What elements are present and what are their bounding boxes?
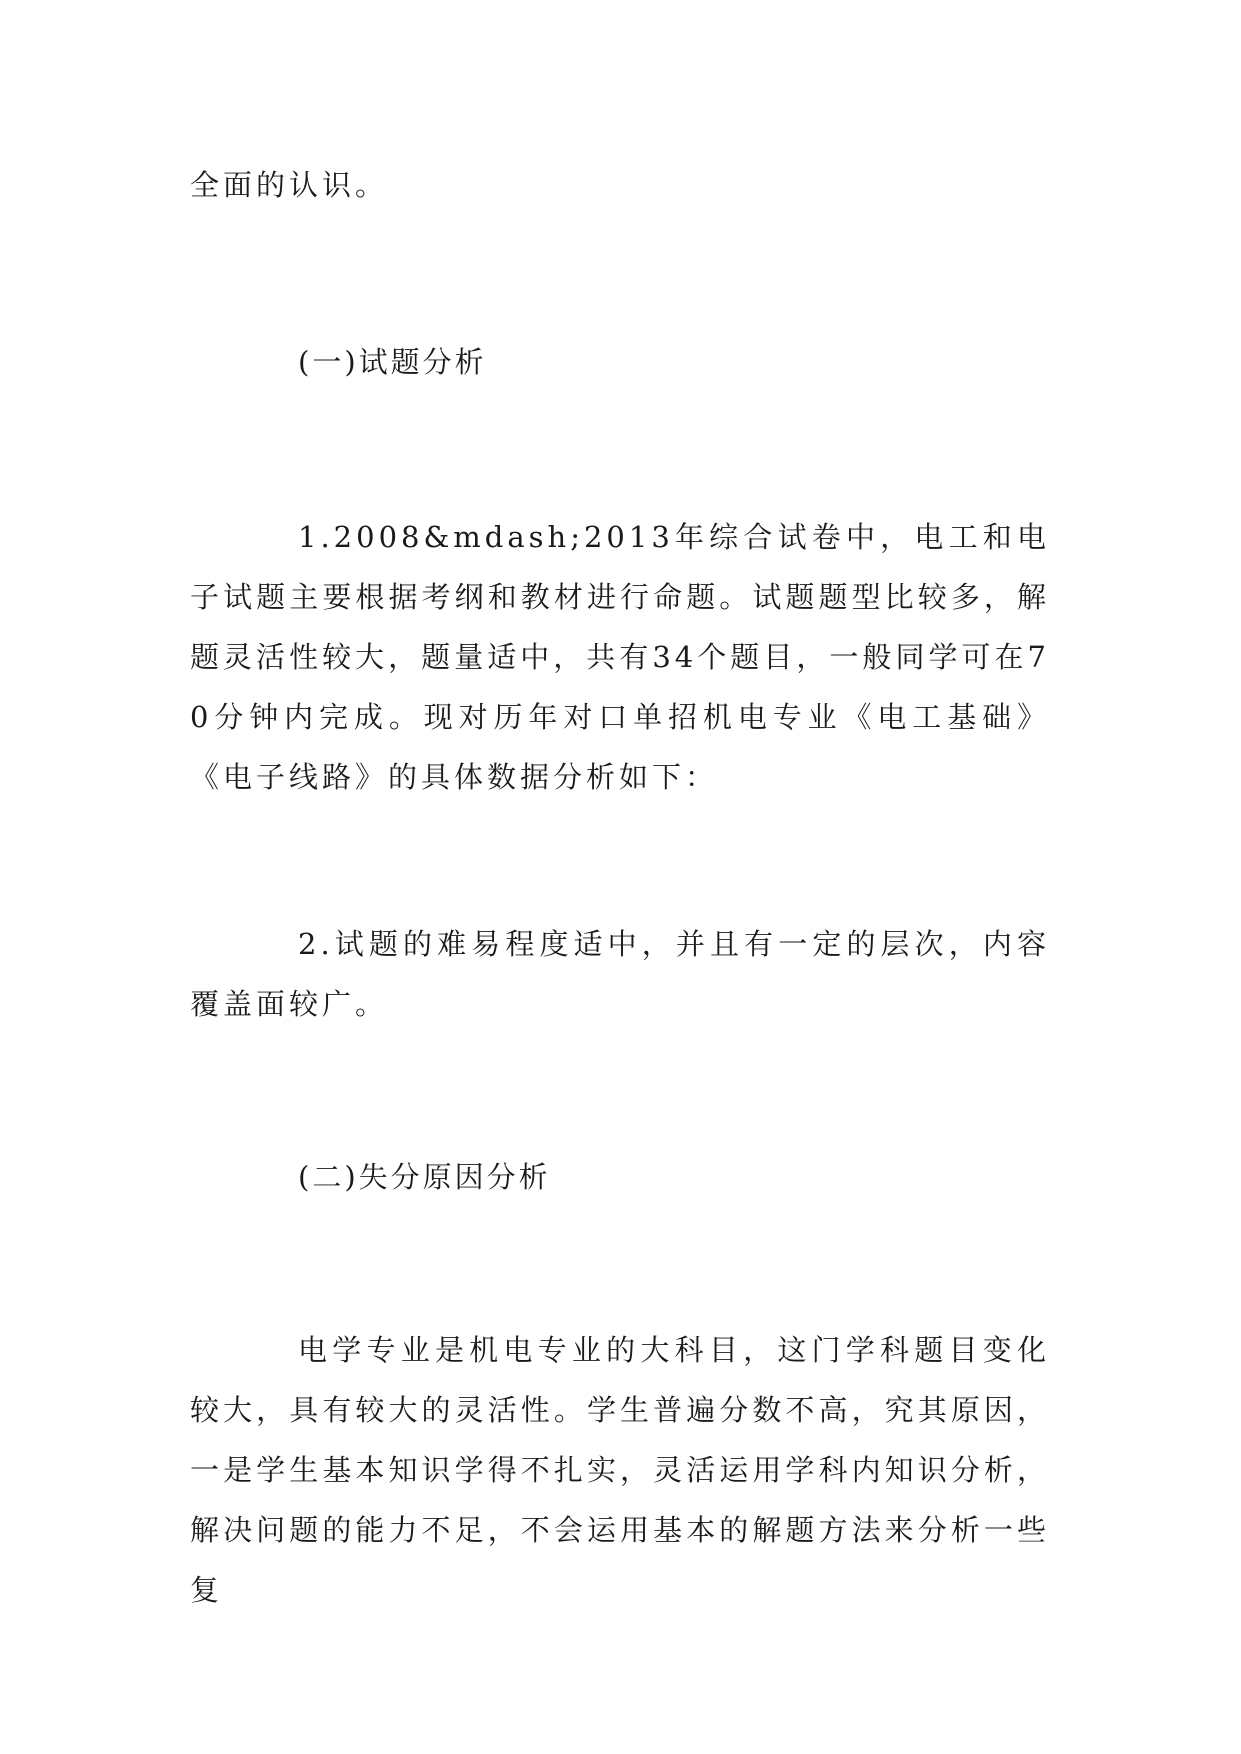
section-heading-analysis: (一)试题分析	[298, 345, 487, 379]
continuation-text: 全面的认识。	[190, 168, 389, 202]
paragraph-exam-overview: 1.2008&mdash;2013年综合试卷中，电工和电子试题主要根据考纲和教材进行命题。试题题型比较多，解题灵活性较大，题量适中，共有34个题目，一般同学可在70分钟内完成。现对历年对口单招机电专业《电工基础》《电子线路》的具体数据分析如下：	[190, 520, 1050, 794]
paragraph-difficulty: 2.试题的难易程度适中，并且有一定的层次，内容覆盖面较广。	[190, 927, 1050, 1021]
section-heading-loss-reasons: (二)失分原因分析	[298, 1160, 551, 1194]
paragraph-loss-reasons: 电学专业是机电专业的大科目，这门学科题目变化较大，具有较大的灵活性。学生普遍分数不高，究其原因，一是学生基本知识学得不扎实，灵活运用学科内知识分析，解决问题的能力不足，不会运用基本的解题方法来分析一些复	[190, 1333, 1050, 1607]
